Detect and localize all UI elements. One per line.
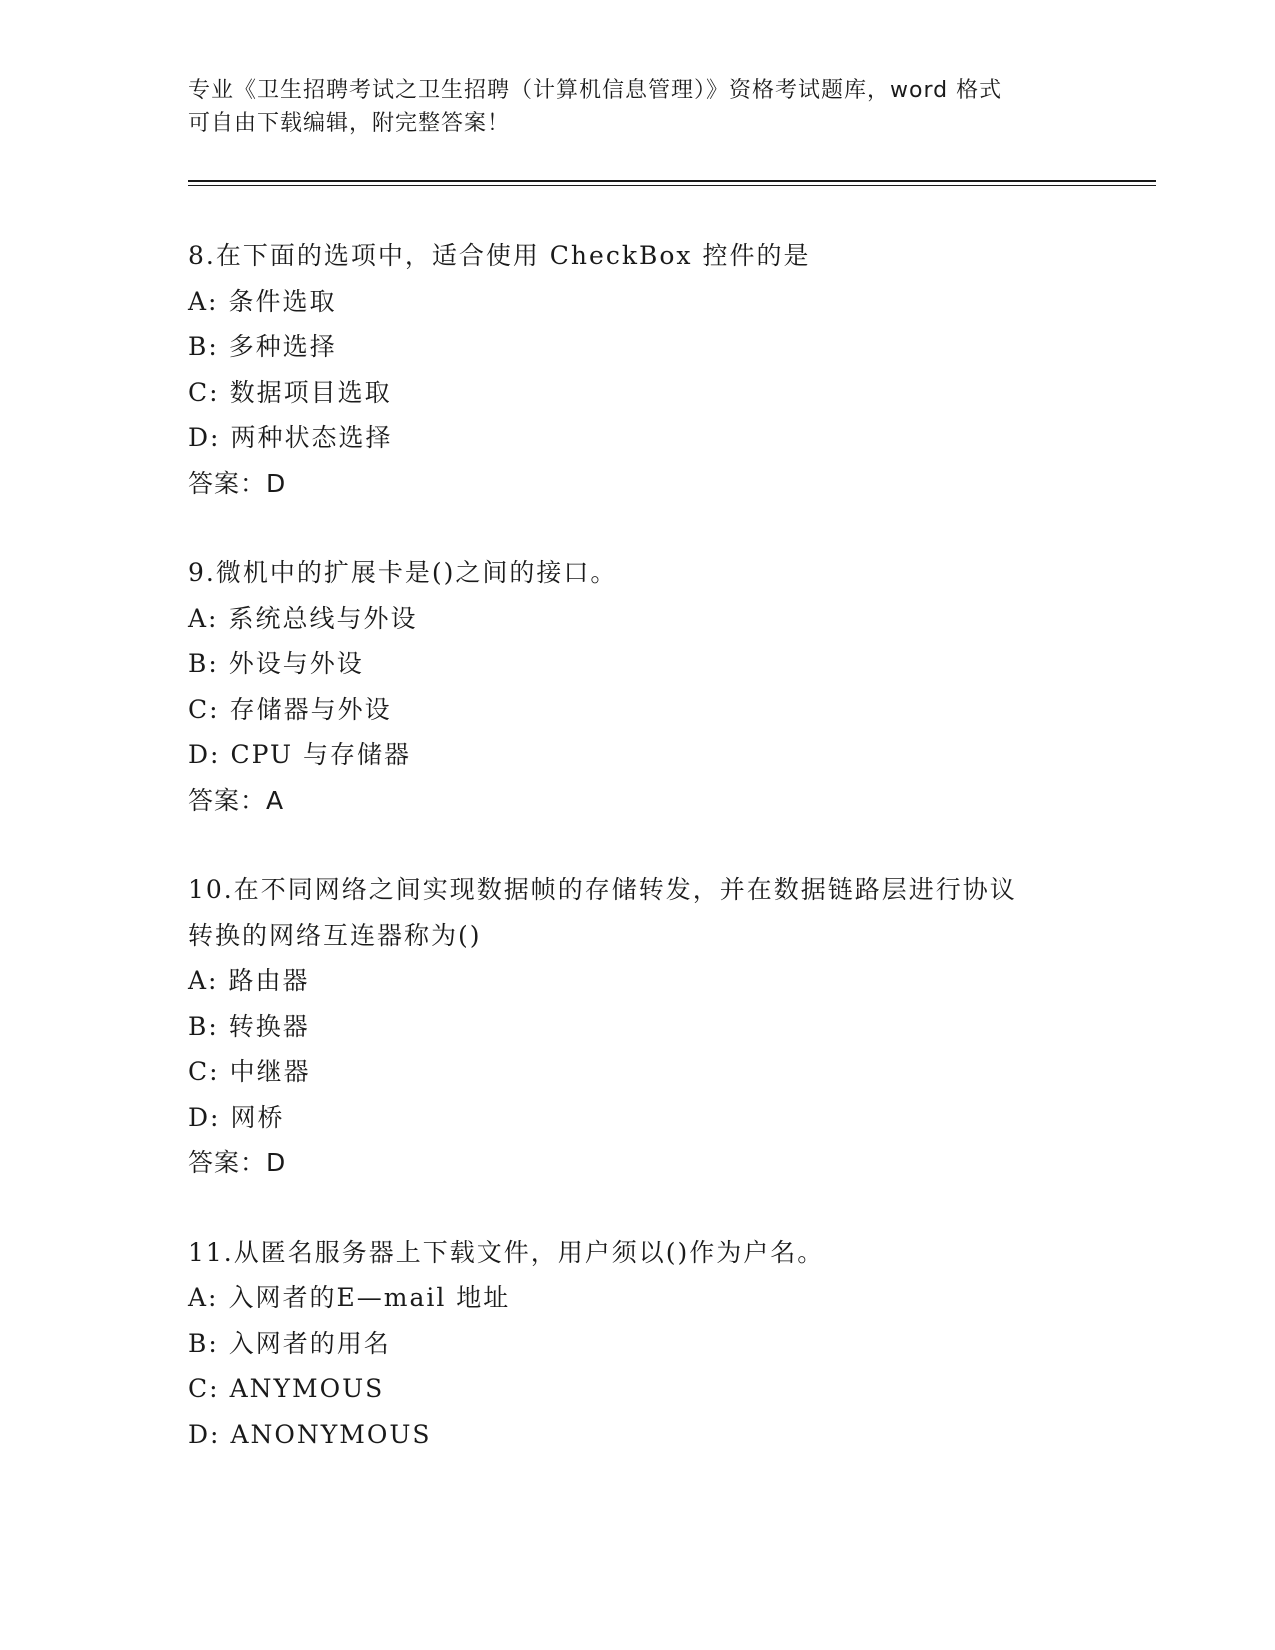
option-text: 转换器 — [228, 1011, 310, 1041]
question-stem-line: 11.从匿名服务器上下载文件，用户须以()作为户名。 — [188, 1237, 825, 1267]
option-letter: C: — [188, 1057, 220, 1086]
question-stem — [188, 1230, 1088, 1276]
answer-option — [188, 279, 1088, 325]
question-stem-line: 9.微机中的扩展卡是()之间的接口。 — [188, 558, 618, 587]
option-text: 路由器 — [228, 966, 310, 995]
option-letter: D: — [188, 740, 221, 769]
option-letter: A: — [188, 966, 219, 995]
option-letter: C: — [188, 694, 220, 724]
question-block — [188, 233, 1088, 506]
option-text: ANYMOUS — [229, 1374, 385, 1403]
answer-option — [188, 1095, 1088, 1141]
header-divider-thin — [188, 185, 1156, 186]
answer-option — [188, 1412, 1088, 1458]
answer-option — [188, 370, 1088, 416]
option-text: ANONYMOUS — [230, 1419, 432, 1449]
answer-option — [188, 641, 1088, 687]
answer-key: 答案：D — [188, 468, 287, 498]
question-stem-line: 8.在下面的选项中，适合使用 CheckBox 控件的是 — [188, 241, 811, 270]
header-line-1: 专业《卫生招聘考试之卫生招聘（计算机信息管理）》资格考试题库，word 格式 — [188, 78, 1003, 103]
question-block — [188, 550, 1088, 823]
answer-key: 答案：A — [188, 785, 285, 815]
option-text: 入网者的E—mail 地址 — [228, 1283, 511, 1312]
answer-option — [188, 1004, 1088, 1050]
option-text: 网桥 — [230, 1102, 285, 1132]
option-letter: B: — [188, 1011, 219, 1041]
answer-option — [188, 1049, 1088, 1095]
option-text: CPU 与存储器 — [230, 740, 411, 769]
option-text: 存储器与外设 — [229, 694, 392, 724]
option-text: 数据项目选取 — [229, 377, 392, 407]
answer-option — [188, 415, 1088, 461]
option-text: 两种状态选择 — [230, 423, 393, 452]
option-letter: D: — [188, 423, 221, 452]
question-stem — [188, 550, 1088, 596]
answer-option — [188, 596, 1088, 642]
option-letter: A: — [188, 286, 219, 316]
option-text: 入网者的用名 — [228, 1328, 391, 1358]
option-letter: D: — [188, 1102, 221, 1132]
option-text: 条件选取 — [228, 286, 337, 316]
option-text: 系统总线与外设 — [228, 603, 418, 633]
option-text: 多种选择 — [228, 332, 337, 361]
option-letter: A: — [188, 1283, 219, 1312]
header-divider-thick — [188, 180, 1156, 182]
question-list — [188, 233, 1088, 1501]
question-block — [188, 867, 1088, 1186]
option-letter: B: — [188, 332, 219, 361]
option-letter: C: — [188, 1374, 220, 1403]
answer-option — [188, 958, 1088, 1004]
answer-option — [188, 1275, 1088, 1321]
answer-key: 答案：D — [188, 1148, 287, 1177]
question-stem — [188, 867, 1088, 958]
answer-option — [188, 732, 1088, 778]
answer-option — [188, 687, 1088, 733]
question-stem — [188, 233, 1088, 279]
answer-option — [188, 1321, 1088, 1367]
answer-option — [188, 324, 1088, 370]
header-line-2: 可自由下载编辑，附完整答案！ — [188, 111, 511, 136]
question-stem-line: 转换的网络互连器称为() — [188, 920, 482, 950]
answer-option — [188, 1366, 1088, 1412]
option-letter: C: — [188, 377, 220, 407]
option-text: 外设与外设 — [228, 649, 364, 678]
option-letter: B: — [188, 1328, 219, 1358]
option-letter: B: — [188, 649, 219, 678]
document-header — [188, 74, 1068, 140]
option-letter: A: — [188, 603, 219, 633]
question-stem-line: 10.在不同网络之间实现数据帧的存储转发，并在数据链路层进行协议 — [188, 875, 1017, 904]
question-block — [188, 1230, 1088, 1458]
option-letter: D: — [188, 1419, 221, 1449]
option-text: 中继器 — [229, 1057, 311, 1086]
